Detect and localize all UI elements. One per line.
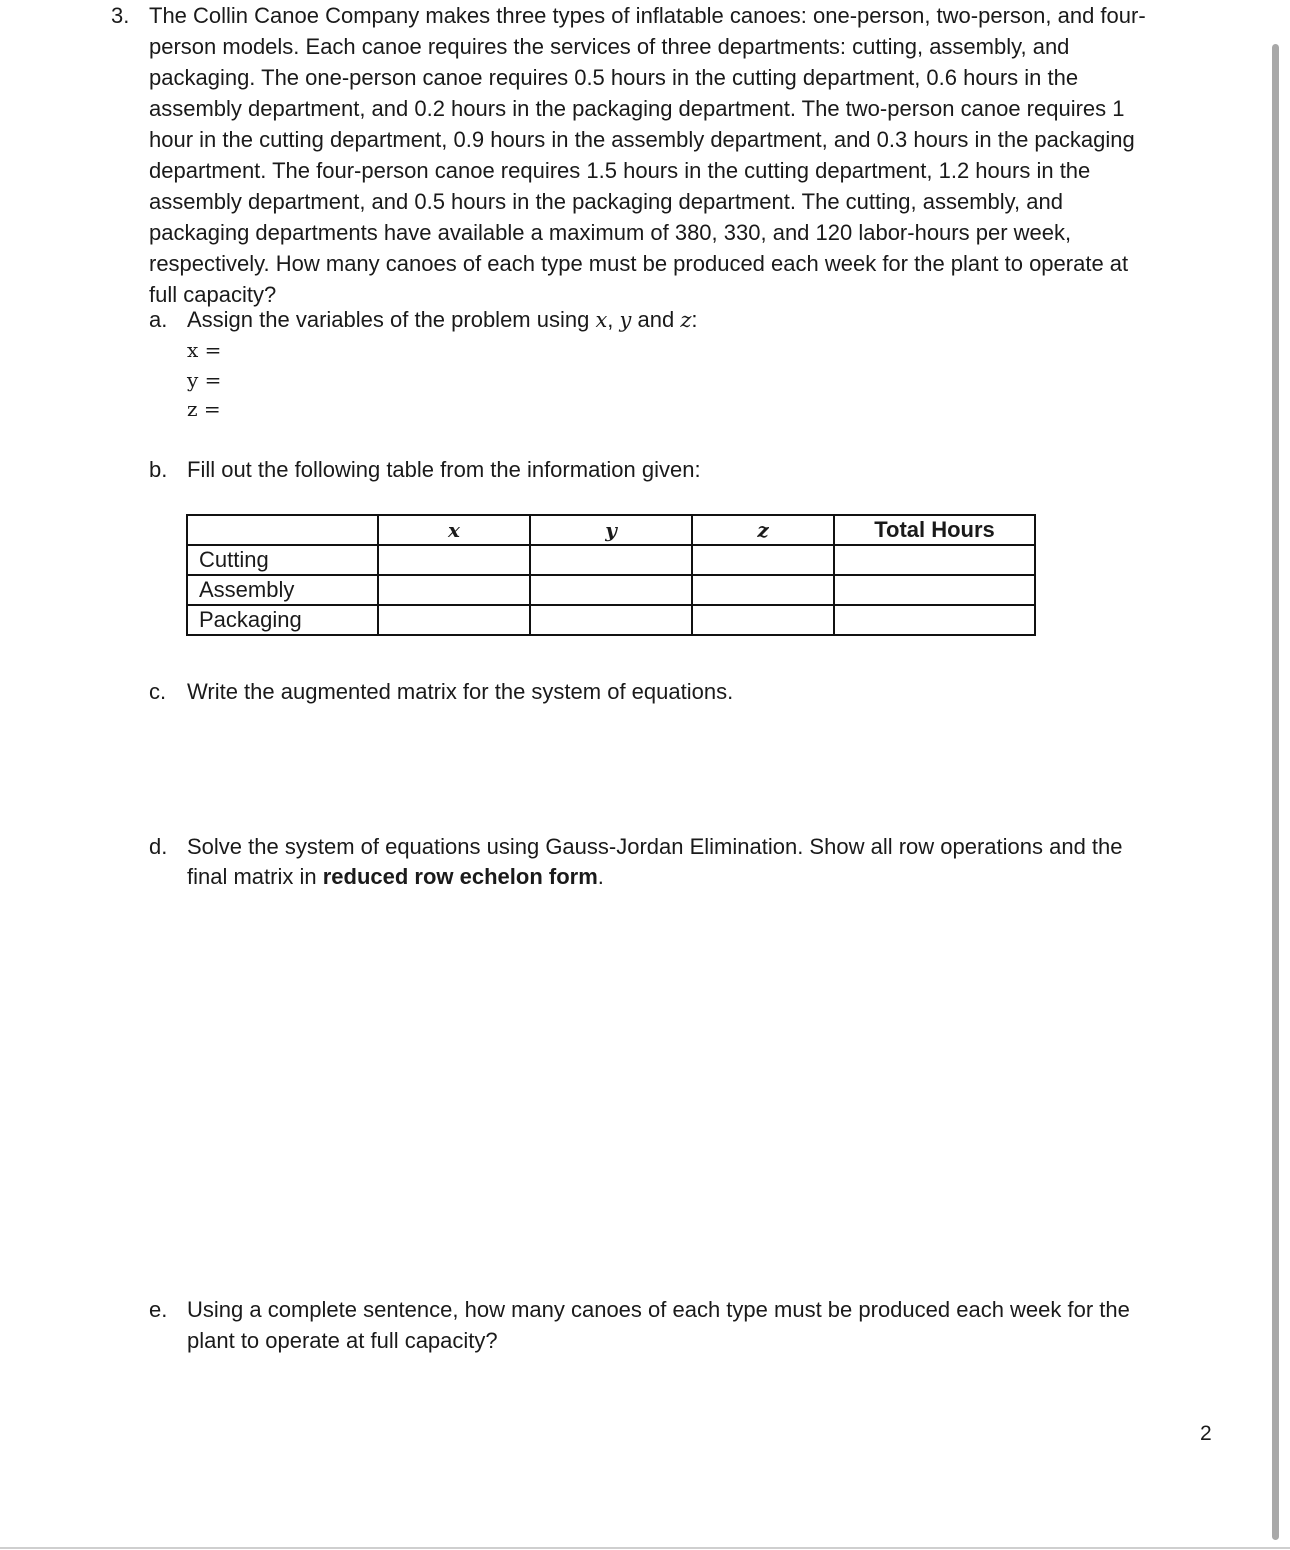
table-row [187, 575, 1035, 605]
part-a-sep2: and [631, 307, 681, 332]
question-text [149, 0, 1219, 310]
table-header-row [187, 515, 1035, 545]
part-c-text: Write the augmented matrix for the system of equations. [187, 679, 734, 704]
part-a-label: a. [149, 307, 168, 332]
assignment-z: z = [187, 397, 221, 421]
part-d-line2 [187, 861, 604, 892]
question-line: packaging. The one-person canoe requires 0.5 hours in the cutting department, 0.6 hours in the [149, 65, 1079, 90]
part-a-text-before: Assign the variables of the problem using [187, 307, 596, 332]
table-cell[interactable] [834, 605, 1035, 635]
part-e-label: e. [149, 1297, 168, 1322]
question-line: The Collin Canoe Company makes three types of inflatable canoes: one-person, two-person, and four- [149, 3, 1146, 28]
var-z-symbol: z [680, 308, 692, 332]
part-a-sep1: , [607, 307, 620, 332]
table-cell[interactable] [834, 575, 1035, 605]
var-y-symbol: y [619, 308, 632, 332]
row-label-packaging: Packaging [187, 605, 378, 635]
part-d-label: d. [149, 834, 168, 859]
table-cell[interactable] [530, 575, 692, 605]
table-header-y: y [530, 515, 692, 545]
table-header-blank [187, 515, 378, 545]
assignment-y: y = [187, 368, 222, 392]
row-label-cutting: Cutting [187, 545, 378, 575]
part-d-line2-prefix: final matrix in [187, 864, 323, 889]
table-header-z: z [692, 515, 834, 545]
part-b-label: b. [149, 457, 168, 482]
part-a-text-after: : [691, 307, 698, 332]
part-c-label: c. [149, 679, 167, 704]
question-line: respectively. How many canoes of each type must be produced each week for the plant to operate at [149, 251, 1129, 276]
table-cell[interactable] [692, 575, 834, 605]
part-a-text [187, 304, 698, 336]
question-number: 3. [111, 3, 130, 28]
page-number: 2 [1200, 1422, 1212, 1445]
table-row [187, 545, 1035, 575]
table-row [187, 605, 1035, 635]
table-header-total-hours: Total Hours [834, 515, 1035, 545]
part-d-line1: Solve the system of equations using Gauss-Jordan Elimination. Show all row operations and the [187, 834, 1123, 859]
table-cell[interactable] [530, 545, 692, 575]
question-line: assembly department, and 0.2 hours in the packaging department. The two-person canoe requires 1 [149, 96, 1125, 121]
table-cell[interactable] [692, 545, 834, 575]
table-cell[interactable] [378, 575, 530, 605]
question-line: packaging departments have available a maximum of 380, 330, and 120 labor-hours per week, [149, 220, 1072, 245]
hours-table [186, 514, 1036, 636]
page-bottom-divider [0, 1547, 1290, 1549]
table-cell[interactable] [378, 545, 530, 575]
question-line: full capacity? [149, 282, 277, 307]
part-e-line1: Using a complete sentence, how many canoes of each type must be produced each week for the [187, 1297, 1130, 1322]
table-cell[interactable] [378, 605, 530, 635]
question-line: assembly department, and 0.5 hours in the packaging department. The cutting, assembly, and [149, 189, 1063, 214]
vertical-scrollbar[interactable] [1272, 44, 1279, 1540]
question-line: department. The four-person canoe requires 1.5 hours in the cutting department, 1.2 hours in the [149, 158, 1091, 183]
row-label-assembly: Assembly [187, 575, 378, 605]
question-line: person models. Each canoe requires the services of three departments: cutting, assembly, and [149, 34, 1070, 59]
part-d-line2-bold: reduced row echelon form [322, 864, 598, 889]
table-cell[interactable] [692, 605, 834, 635]
table-cell[interactable] [530, 605, 692, 635]
part-d-line2-suffix: . [597, 864, 604, 889]
assignment-x: x = [187, 338, 222, 362]
part-e-line2: plant to operate at full capacity? [187, 1328, 498, 1353]
part-b-text: Fill out the following table from the information given: [187, 457, 701, 482]
table-header-x: x [378, 515, 530, 545]
table-cell[interactable] [834, 545, 1035, 575]
question-line: hour in the cutting department, 0.9 hours in the assembly department, and 0.3 hours in the packaging [149, 127, 1135, 152]
var-x-symbol: x [595, 308, 608, 332]
